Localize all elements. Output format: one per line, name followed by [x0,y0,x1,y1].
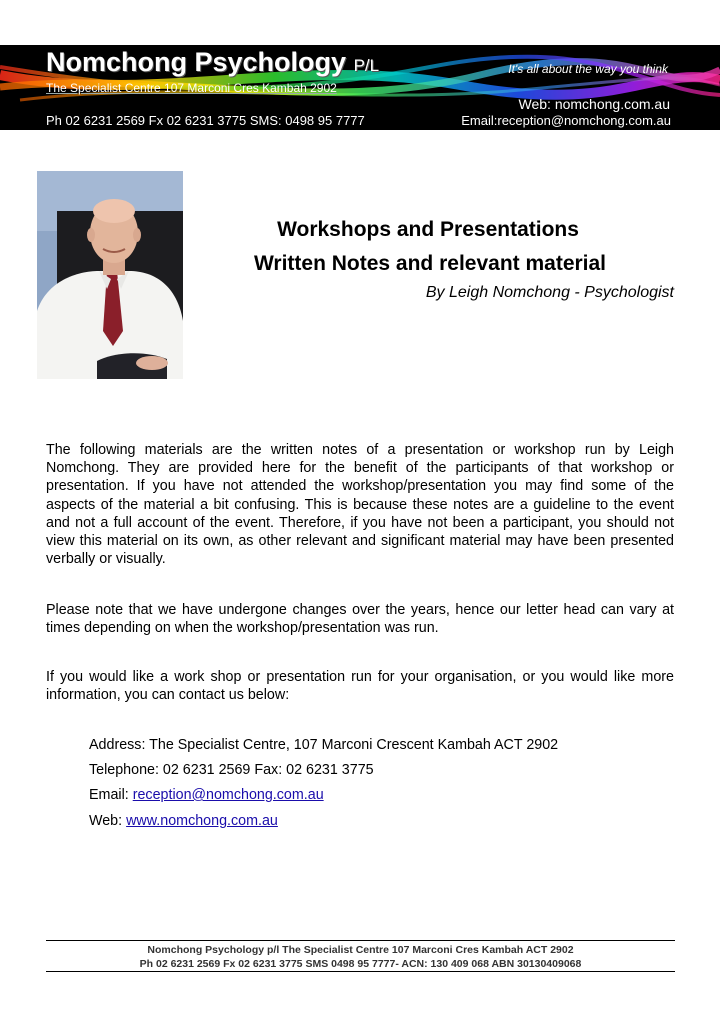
email-label: Email: [89,787,133,803]
author-byline: By Leigh Nomchong - Psychologist [425,284,674,301]
page-title: Workshops and Presentations [277,218,579,241]
contact-address: Address: The Specialist Centre, 107 Marconi Crescent Kambah ACT 2902 [89,737,559,753]
psychologist-photo [37,171,183,379]
letterhead-tagline: It's all about the way you think [508,62,668,76]
footer-bottom-rule [46,971,675,972]
contact-intro-paragraph: If you would like a work shop or presentation run for your organisation, or you would like more information, you can contact us below: [46,669,674,704]
footer-top-rule [46,940,675,941]
letterhead-note-paragraph: Please note that we have undergone changes over the years, hence our letter head can vary at times depending on when the workshop/presentation was run. [46,602,674,637]
letterhead-web: Web: nomchong.com.au [518,96,670,112]
letterhead-banner [0,45,720,130]
page-subtitle: Written Notes and relevant material [253,252,607,275]
letterhead-title: Nomchong Psychology P/L [46,47,380,77]
letterhead-email: Email:reception@nomchong.com.au [461,113,671,128]
letterhead-address: The Specialist Centre 107 Marconi Cres Kambah 2902 [46,81,337,95]
web-label: Web: [89,813,127,829]
footer-line-1: Nomchong Psychology p/l The Specialist Centre 107 Marconi Cres Kambah ACT 2902 [147,944,574,956]
footer-line-2: Ph 02 6231 2569 Fx 02 6231 3775 SMS 0498 95 7777- ACN: 130 409 068 ABN 30130409068 [139,958,582,970]
intro-paragraph: The following materials are the written notes of a presentation or workshop run by Leigh Nomchong. They are provided here for the benefit of the participants of that workshop or presentation. If you have not attended the workshop/presentation you may find some of the aspects of the material a bit confusing. This is because these notes are a guideline to the event and not a full account of the event. Therefore, if you have not been a participant, you should not view this material on its own, as other relevant and significant material may have been presented verbally or visually. [46,442,674,568]
email-link[interactable]: reception@nomchong.com.au [132,787,324,803]
contact-email-line [89,787,324,803]
contact-web-line [89,813,278,829]
contact-telephone: Telephone: 02 6231 2569 Fax: 02 6231 3775 [89,762,374,778]
web-link[interactable]: www.nomchong.com.au [126,813,278,829]
letterhead-phone: Ph 02 6231 2569 Fx 02 6231 3775 SMS: 0498 95 7777 [46,113,365,128]
